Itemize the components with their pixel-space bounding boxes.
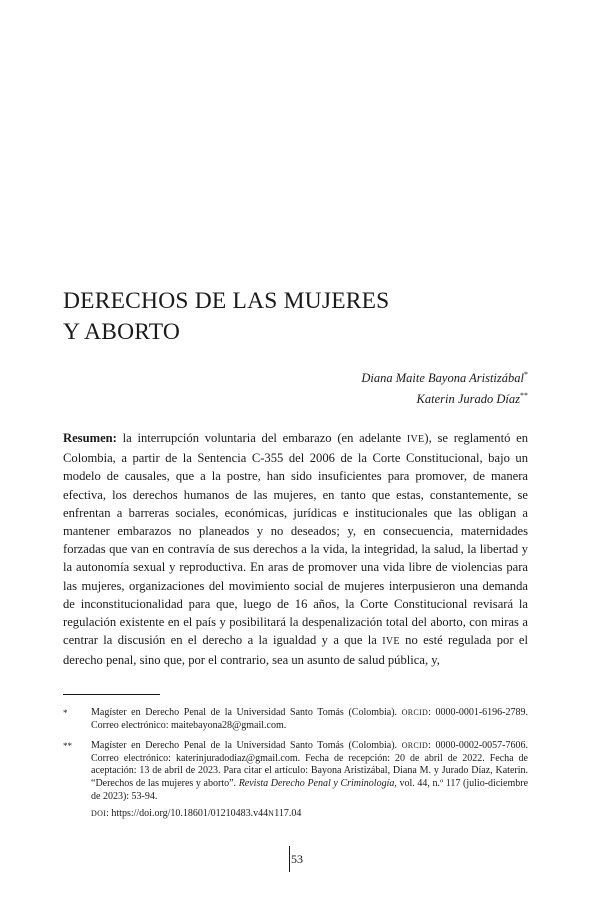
footnote-2-journal: Revista Derecho Penal y Criminología bbox=[238, 777, 395, 789]
abstract-ive-2: IVE bbox=[382, 636, 400, 648]
author-2 bbox=[361, 387, 528, 408]
footnote-2-orcid-label: ORCID bbox=[401, 741, 429, 751]
page-number: 53 bbox=[289, 846, 303, 872]
abstract-ive-1: IVE bbox=[406, 434, 425, 445]
abstract bbox=[63, 429, 528, 670]
footnote-2 bbox=[63, 740, 528, 803]
footnote-1-text bbox=[91, 707, 528, 732]
article-title-line-1: DERECHOS DE LAS MUJERES bbox=[63, 288, 390, 314]
author-1-mark: * bbox=[524, 370, 528, 379]
footnote-1-contact: : 0000-0001-6196-2789. Correo electrónico: maitebayona28@gmail.com. bbox=[91, 707, 528, 731]
author-2-name: Katerin Jurado Díaz bbox=[416, 392, 520, 406]
doi-link-part-3[interactable]: 117.04 bbox=[274, 808, 302, 820]
article-title-line-2: Y ABORTO bbox=[63, 319, 181, 345]
footnote-1-orcid-label: ORCID bbox=[401, 708, 429, 717]
author-2-mark: ** bbox=[520, 391, 528, 400]
author-1-name: Diana Maite Bayona Aristizábal bbox=[361, 371, 524, 385]
doi-label: DOI bbox=[91, 809, 107, 819]
abstract-label: Resumen: bbox=[63, 431, 117, 445]
author-1 bbox=[361, 366, 528, 387]
footnote-2-citation-end: , vol. 44, n.º 117 (julio-diciembre de 2023): 53-94. bbox=[91, 777, 529, 802]
footnote-2-mark: ** bbox=[63, 741, 72, 752]
footnote-2-affiliation: Magíster en Derecho Penal de la Universidad Santo Tomás (Colombia). bbox=[91, 740, 402, 752]
author-list bbox=[361, 366, 528, 408]
footnote-2-contact: : 0000-0002-0057-7606. Correo electrónico: katerinjuradodiaz@gmail.com. Fecha de recepción: 20 de abril de 2022. Fecha de aceptación: 13 de abril de 2023. Para citar el artículo: Bayona Aristizábal, Diana M. y Jurado Díaz, Katerin. “Derechos de las mujeres y aborto”. bbox=[91, 740, 528, 789]
footnote-1 bbox=[63, 707, 528, 732]
footnotes bbox=[63, 707, 528, 821]
footnote-1-mark: * bbox=[63, 708, 68, 718]
footnote-2-text bbox=[91, 740, 528, 803]
abstract-text-2: ), se reglamentó en Colombia, a partir de la Sentencia C-355 del 2006 de la Corte Constitucional, bajo un modelo de causales, que a la postre, han sido insuficientes para promover, de manera efectiva, los derechos humanos de las mujeres, en tanto que estas, constantemente, se enfrentan a barreras sociales, económicas, jurídicas e institucionales que las obligan a mantener embarazos no planeados y no deseados; y, en consecuencia, maternidades forzadas que van en contravía de sus derechos a la vida, la integridad, la salud, la libertad y la autonomía sexual y reproductiva. En aras de promover una vida libre de violencias para las mujeres, organizaciones del movimiento social de mujeres interpusieron una demanda de inconstitucionalidad para que, luego de 16 años, la Corte Constitucional revisará la regulación existente en el país y posibilitará la despenalización total del aborto, con miras a centrar la discusión en el derecho a la igualdad y a que la bbox=[63, 431, 528, 648]
abstract-text-3: no esté regulada por el derecho penal, sino que, por el contrario, sea un asunto de salud pública, y, bbox=[63, 633, 528, 668]
footnote-1-affiliation: Magíster en Derecho Penal de la Universidad Santo Tomás (Colombia). bbox=[91, 707, 402, 718]
doi-link-part-2[interactable]: N bbox=[268, 809, 275, 819]
doi-link-part-1[interactable]: : https://doi.org/10.18601/01210483.v44 bbox=[106, 808, 269, 820]
doi-line bbox=[91, 808, 528, 821]
footnote-separator bbox=[63, 694, 160, 695]
abstract-text-1: la interrupción voluntaria del embarazo (en adelante bbox=[116, 431, 407, 445]
article-title bbox=[63, 286, 389, 348]
